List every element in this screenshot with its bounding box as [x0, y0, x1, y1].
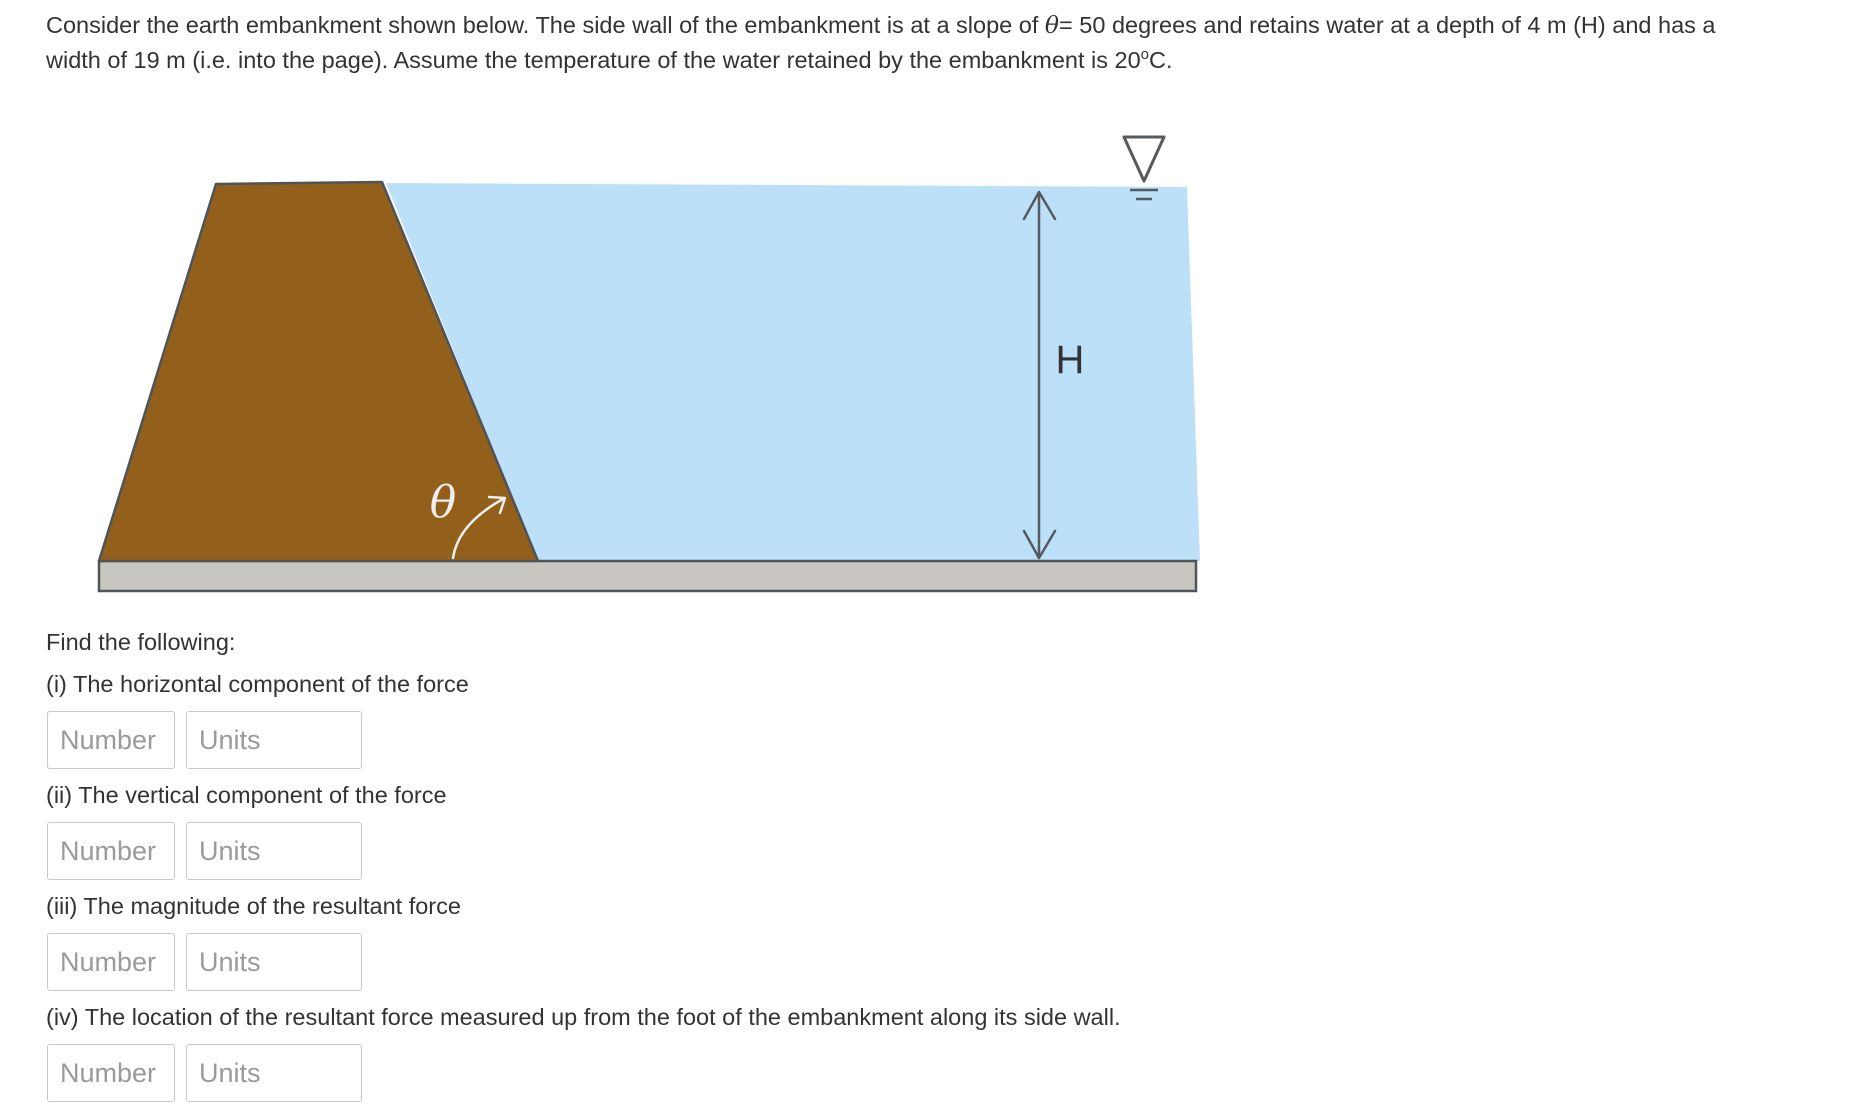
question-3-units-input[interactable] — [186, 933, 362, 991]
question-1-number-input[interactable] — [47, 711, 175, 769]
problem-text-part-2: = 50 degrees and retains water at a depth of 4 m (H) and has a width of 19 m (i.e. into the page). Assume the temperature of the water retained by the embankment is 20 — [46, 12, 1716, 73]
question-2-units-input[interactable] — [186, 822, 362, 880]
problem-text-part-1: Consider the earth embankment shown below. The side wall of the embankment is at a slope of — [46, 12, 1045, 38]
question-3-label: (iii) The magnitude of the resultant force — [46, 893, 461, 919]
ground-base — [99, 561, 1196, 591]
problem-text-part-3: C. — [1149, 47, 1173, 73]
water-surface-symbol — [1124, 137, 1164, 199]
height-label: H — [1055, 338, 1085, 382]
degree-superscript: o — [1140, 46, 1149, 64]
question-2-label: (ii) The vertical component of the force — [46, 782, 447, 808]
question-1-units-input[interactable] — [186, 711, 362, 769]
question-1-label: (i) The horizontal component of the force — [46, 671, 469, 697]
question-3-number-input[interactable] — [47, 933, 175, 991]
theta-symbol: θ — [1044, 11, 1060, 39]
question-2-number-input[interactable] — [47, 822, 175, 880]
angle-theta-label: θ — [429, 477, 457, 528]
question-4-label: (iv) The location of the resultant force measured up from the foot of the embankment along its side wall. — [46, 1004, 1121, 1030]
find-instructions: Find the following: — [46, 629, 236, 655]
question-4-units-input[interactable] — [186, 1044, 362, 1102]
question-4-number-input[interactable] — [47, 1044, 175, 1102]
